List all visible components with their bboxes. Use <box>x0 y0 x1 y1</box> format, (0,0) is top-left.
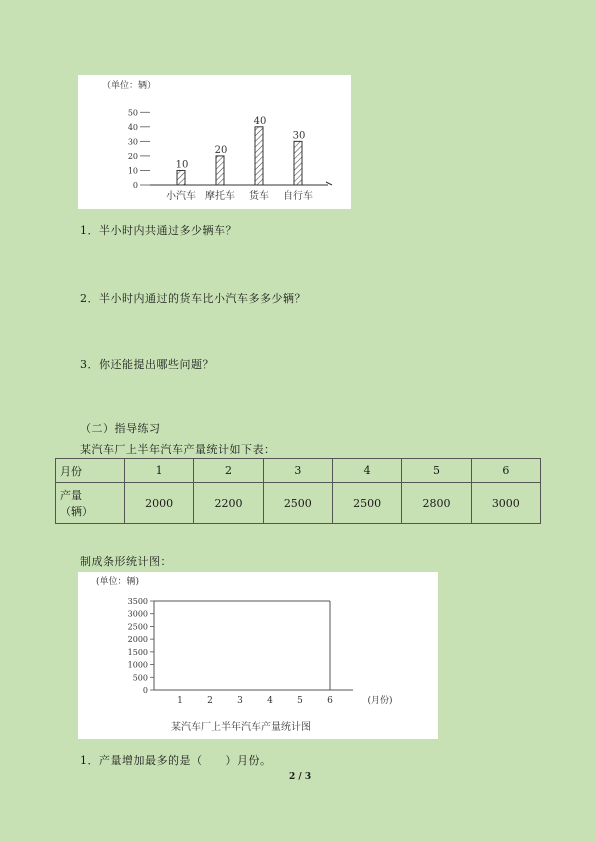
chart1-bar <box>255 127 263 185</box>
chart1-category-label: 货车 <box>249 191 269 202</box>
chart1-bar <box>294 141 302 185</box>
production-chart-svg <box>78 572 438 739</box>
chart1-y-tick-label: 50 <box>127 108 138 118</box>
chart1-bar <box>216 156 224 185</box>
chart1-data-label: 30 <box>292 130 306 142</box>
chart2-y-tick-label: 500 <box>132 673 148 683</box>
table-cell-value: 2500 <box>263 483 332 524</box>
chart2-y-tick-label: 2500 <box>127 622 148 632</box>
chart1-category-label: 摩托车 <box>205 191 235 202</box>
question-total-vehicles: 1．半小时内共通过多少辆车？ <box>80 224 237 237</box>
table-cell-month: 1 <box>125 459 194 483</box>
chart2-category-label: 5 <box>297 696 303 706</box>
table-header-production <box>56 483 125 524</box>
production-table <box>55 458 541 524</box>
table-cell-value: 3000 <box>471 483 540 524</box>
table-cell-value: 2800 <box>402 483 471 524</box>
question-max-increase: 1．产量增加最多的是（ ）月份。 <box>80 754 272 767</box>
table-cell-month: 5 <box>402 459 471 483</box>
chart2-x-axis-label: (月份) <box>367 696 393 706</box>
chart1-category-label: 小汽车 <box>166 191 196 202</box>
make-chart-label: 制成条形统计图： <box>80 555 172 568</box>
chart1-y-tick-label: 20 <box>127 151 138 161</box>
chart2-y-tick-label: 1000 <box>127 660 148 670</box>
table-intro: 某汽车厂上半年汽车产量统计如下表： <box>80 443 276 456</box>
table-header-month: 月份 <box>56 459 125 483</box>
chart1-data-label: 40 <box>253 115 267 127</box>
page-number: 2 / 3 <box>289 772 312 782</box>
vehicle-bar-chart <box>78 75 351 209</box>
table-cell-value: 2200 <box>194 483 263 524</box>
chart1-y-tick-label: 0 <box>132 181 138 190</box>
chart2-category-label: 2 <box>207 696 213 706</box>
chart2-y-tick-label: 0 <box>142 686 148 695</box>
question-truck-vs-car: 2．半小时内通过的货车比小汽车多多少辆？ <box>80 292 306 305</box>
table-cell-month: 4 <box>332 459 401 483</box>
table-header-production-line1: 产量 <box>60 489 82 502</box>
table-cell-value: 2000 <box>125 483 194 524</box>
chart2-category-label: 4 <box>267 696 273 706</box>
chart2-y-tick-label: 2000 <box>127 635 148 645</box>
question-other: 3．你还能提出哪些问题？ <box>80 358 214 371</box>
table-row-months <box>56 459 541 483</box>
chart2-unit-label: (单位：辆) <box>96 577 140 587</box>
chart1-unit-label: （单位：辆） <box>102 81 157 91</box>
table-cell-value: 2500 <box>332 483 401 524</box>
chart1-data-label: 20 <box>214 144 228 156</box>
chart2-caption: 某汽车厂上半年汽车产量统计图 <box>171 722 311 733</box>
production-chart <box>78 572 438 739</box>
table-cell-month: 2 <box>194 459 263 483</box>
chart1-data-label: 10 <box>175 159 189 171</box>
chart1-bar <box>177 170 185 185</box>
chart2-category-label: 3 <box>237 696 243 706</box>
vehicle-bar-chart-svg <box>78 75 351 209</box>
chart1-category-label: 自行车 <box>283 191 313 202</box>
table-cell-month: 3 <box>263 459 332 483</box>
chart2-category-label: 6 <box>327 696 333 706</box>
chart2-y-tick-label: 3500 <box>127 597 148 606</box>
chart1-y-tick-label: 10 <box>127 166 138 176</box>
table-cell-month: 6 <box>471 459 540 483</box>
table-header-production-line2: （辆） <box>60 505 93 518</box>
section-heading: （二）指导练习 <box>80 422 161 435</box>
chart2-y-tick-label: 1500 <box>127 647 148 657</box>
chart1-y-tick-label: 40 <box>127 122 138 132</box>
chart2-y-tick-label: 3000 <box>127 609 148 619</box>
chart2-category-label: 1 <box>177 696 183 706</box>
table-row-production <box>56 483 541 524</box>
chart1-y-tick-label: 30 <box>127 137 138 147</box>
